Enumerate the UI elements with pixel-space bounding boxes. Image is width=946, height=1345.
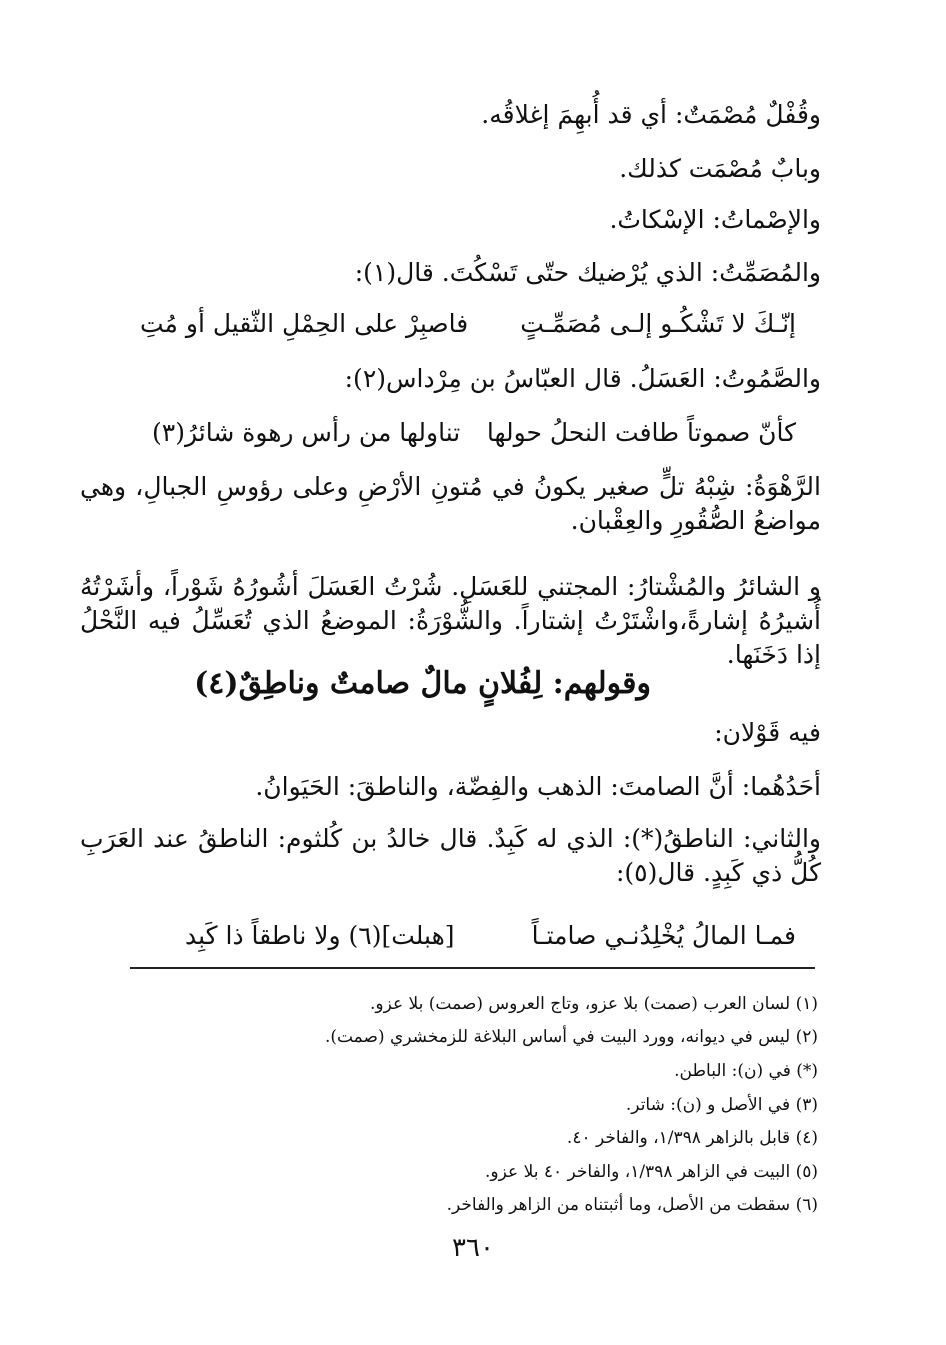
verse-3 — [185, 918, 796, 954]
paragraph-rahwa: الرَّهْوَةُ: شِبْهُ تلٍّ صغير يكونُ في مُتونِ الأرْضِ وعلى رؤوسِ الجبالِ، وهي مواضعُ الصُّقُورِ والعِقْبان. — [80, 472, 821, 535]
text-line-ahaduhuma: أحَدُهُما: أنَّ الصامتَ: الذهب والفِضّة، والناطقَ: الحَيَوانُ. — [255, 772, 821, 801]
section-heading: وقولهم: لِفُلانٍ مالٌ صامتٌ وناطِقٌ(٤) — [194, 666, 651, 701]
footnote-separator — [130, 967, 815, 969]
verse-2 — [152, 415, 796, 451]
paragraph-thani: والثاني: الناطقُ(*): الذي له كَبِدٌ. قال خالدُ بن كُلثوم: الناطقُ عند العَرَبِ كُلُّ ذي كَبِدٍ. قال(٥): — [80, 824, 821, 887]
footnote-3: (٣) في الأصل و (ن): شاتر. — [625, 1095, 818, 1115]
text-line-4: والمُصَمِّتُ: الذي يُرْضيك حتّى تَسْكُتَ. قال(١): — [354, 258, 821, 287]
footnote-5: (٥) البيت في الزاهر ١/٣٩٨، والفاخر ٤٠ بلا عزو. — [485, 1162, 818, 1182]
footnote-6: (٦) سقطت من الأصل، وما أثبتناه من الزاهر والفاخر. — [446, 1195, 818, 1215]
verse-2-second-hemistich: تناولها من رأس رهوة شائرُ(٣) — [152, 418, 461, 447]
footnote-star: (*) في (ن): الباطن. — [674, 1061, 818, 1081]
footnote-1: (١) لسان العرب (صمت) بلا عزو، وتاج العروس (صمت) بلا عزو. — [369, 994, 818, 1014]
text-line-2: وبابٌ مُصْمَت كذلك. — [619, 154, 821, 183]
footnote-4: (٤) قابل بالزاهر ١/٣٩٨، والفاخر ٤٠. — [566, 1128, 818, 1148]
verse-1-second-hemistich: فاصبِرْ على الحِمْلِ الثّقيل أو مُتِ — [140, 309, 469, 338]
text-line-3: والإصْماتُ: الإسْكاتُ. — [609, 205, 821, 234]
text-line-fihi: فيه قَوْلان: — [714, 718, 821, 747]
verse-3-first-hemistich: فمـا المالُ يُخْلِدُنـي صامتـاً — [531, 921, 796, 950]
paragraph-shaer: و الشائرُ والمُشْتارُ: المجتني للعَسَلِ. شُرْتُ العَسَلَ أشُورُهُ شَوْراً، وأشَرْتُهُ أُشيرُهُ إشارةً،واشْتَرْتُ إشتاراً. والشُّوْرَةُ: الموضعُ الذي تُعَسِّلُ فيه النَّحْلُ إذا دَخَنَها. — [80, 572, 821, 669]
verse-2-first-hemistich: كأنّ صموتاً طافت النحلُ حولها — [486, 418, 796, 447]
page-number: ٣٦٠ — [452, 1233, 494, 1263]
text-line-1: وقُفْلٌ مُصْمَتٌ: أي قد أُبهِمَ إغلاقُه. — [481, 100, 821, 129]
text-line-5: والصَّمُوتُ: العَسَلُ. قال العبّاسُ بن مِرْداس(٢): — [344, 364, 821, 393]
footnote-2: (٢) ليس في ديوانه، وورد البيت في أساس البلاغة للزمخشري (صمت). — [324, 1027, 818, 1047]
verse-1 — [140, 306, 796, 342]
verse-3-second-hemistich: [هبلت](٦) ولا ناطقاً ذا كَبِد — [185, 921, 455, 950]
verse-1-first-hemistich: إنّـكَ لا تَشْكُـو إلـى مُصَمِّـتٍ — [520, 309, 796, 338]
